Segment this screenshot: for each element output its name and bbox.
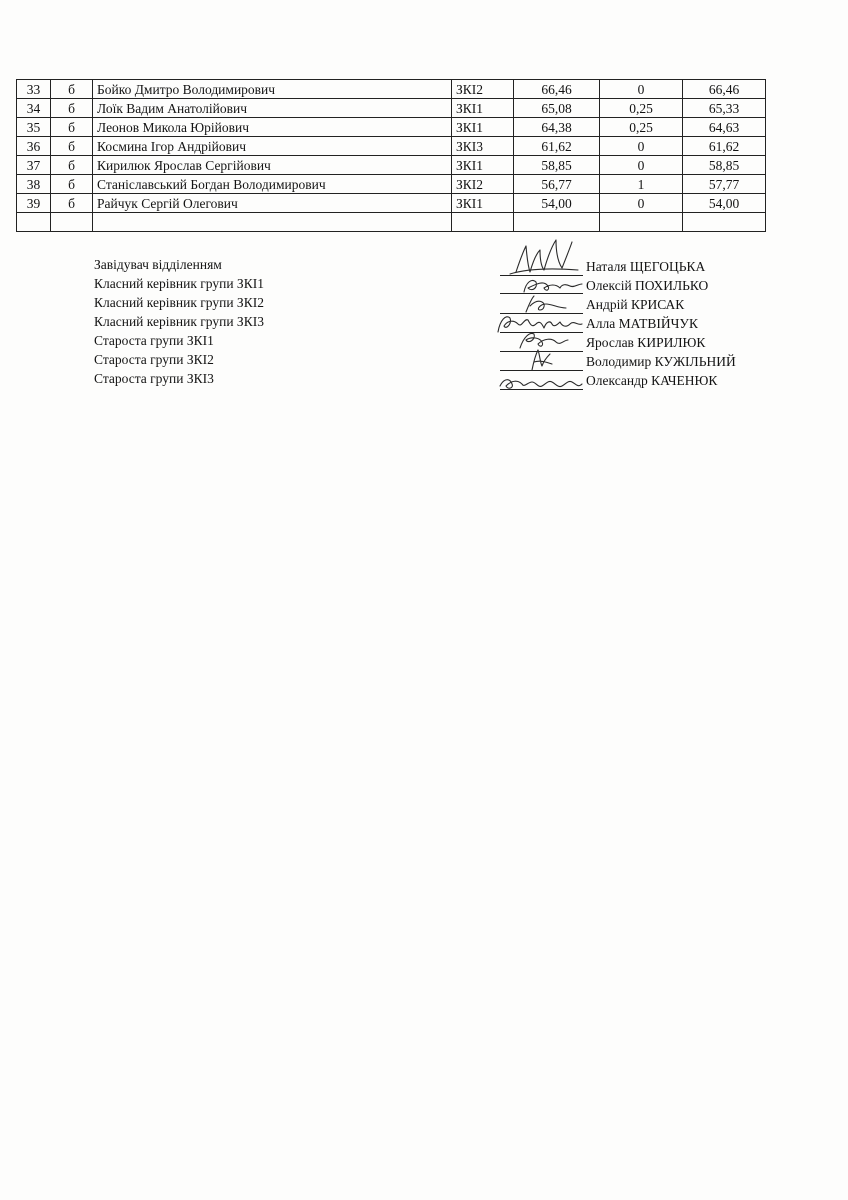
row-number: 39 <box>17 194 51 213</box>
total-score: 57,77 <box>683 175 766 194</box>
row-category: б <box>51 156 93 175</box>
row-category: б <box>51 194 93 213</box>
signer-role: Класний керівник групи ЗКІ3 <box>94 314 264 329</box>
row-category: б <box>51 80 93 99</box>
row-category: б <box>51 99 93 118</box>
total-score: 58,85 <box>683 156 766 175</box>
bonus: 0 <box>600 194 683 213</box>
group-code: ЗКІ1 <box>452 194 514 213</box>
score: 66,46 <box>514 80 600 99</box>
score: 61,62 <box>514 137 600 156</box>
signer-role: Класний керівник групи ЗКІ1 <box>94 276 264 291</box>
bonus: 0 <box>600 137 683 156</box>
group-code: ЗКІ3 <box>452 137 514 156</box>
signer-name: Олексій ПОХИЛЬКО <box>586 278 709 293</box>
handwritten-signature-1 <box>496 236 588 278</box>
group-code: ЗКІ1 <box>452 99 514 118</box>
group-code: ЗКІ2 <box>452 80 514 99</box>
bonus: 0 <box>600 156 683 175</box>
student-name: Лоїк Вадим Анатолійович <box>93 99 452 118</box>
row-number: 37 <box>17 156 51 175</box>
score: 64,38 <box>514 118 600 137</box>
group-code: ЗКІ1 <box>452 118 514 137</box>
total-score: 66,46 <box>683 80 766 99</box>
row-number: 38 <box>17 175 51 194</box>
signer-name: Володимир КУЖІЛЬНИЙ <box>586 354 736 369</box>
bonus: 0,25 <box>600 118 683 137</box>
score: 58,85 <box>514 156 600 175</box>
student-name: Райчук Сергій Олегович <box>93 194 452 213</box>
row-number: 35 <box>17 118 51 137</box>
student-name: Космина Ігор Андрійович <box>93 137 452 156</box>
signer-role: Староста групи ЗКІ3 <box>94 371 214 386</box>
group-code: ЗКІ1 <box>452 156 514 175</box>
student-name: Бойко Дмитро Володимирович <box>93 80 452 99</box>
total-score: 65,33 <box>683 99 766 118</box>
signer-name: Олександр КАЧЕНЮК <box>586 373 718 388</box>
total-score: 54,00 <box>683 194 766 213</box>
row-number: 34 <box>17 99 51 118</box>
row-category: б <box>51 137 93 156</box>
score: 56,77 <box>514 175 600 194</box>
signer-role: Староста групи ЗКІ2 <box>94 352 214 367</box>
row-category: б <box>51 175 93 194</box>
student-name: Станіславський Богдан Володимирович <box>93 175 452 194</box>
signer-name: Наталя ЩЕГОЦЬКА <box>586 259 706 274</box>
total-score: 64,63 <box>683 118 766 137</box>
signature-block <box>0 0 848 420</box>
signer-role: Завідувач відділенням <box>94 257 222 272</box>
student-name: Кирилюк Ярослав Сергійович <box>93 156 452 175</box>
bonus: 1 <box>600 175 683 194</box>
signer-role: Староста групи ЗКІ1 <box>94 333 214 348</box>
group-code: ЗКІ2 <box>452 175 514 194</box>
handwritten-signature-7 <box>496 368 588 394</box>
student-name: Леонов Микола Юрійович <box>93 118 452 137</box>
bonus: 0,25 <box>600 99 683 118</box>
score: 54,00 <box>514 194 600 213</box>
signer-name: Андрій КРИСАК <box>586 297 685 312</box>
row-number: 36 <box>17 137 51 156</box>
score: 65,08 <box>514 99 600 118</box>
signer-name: Ярослав КИРИЛЮК <box>586 335 706 350</box>
row-number: 33 <box>17 80 51 99</box>
total-score: 61,62 <box>683 137 766 156</box>
bonus: 0 <box>600 80 683 99</box>
row-category: б <box>51 118 93 137</box>
signer-role: Класний керівник групи ЗКІ2 <box>94 295 264 310</box>
signer-name: Алла МАТВІЙЧУК <box>586 316 698 331</box>
